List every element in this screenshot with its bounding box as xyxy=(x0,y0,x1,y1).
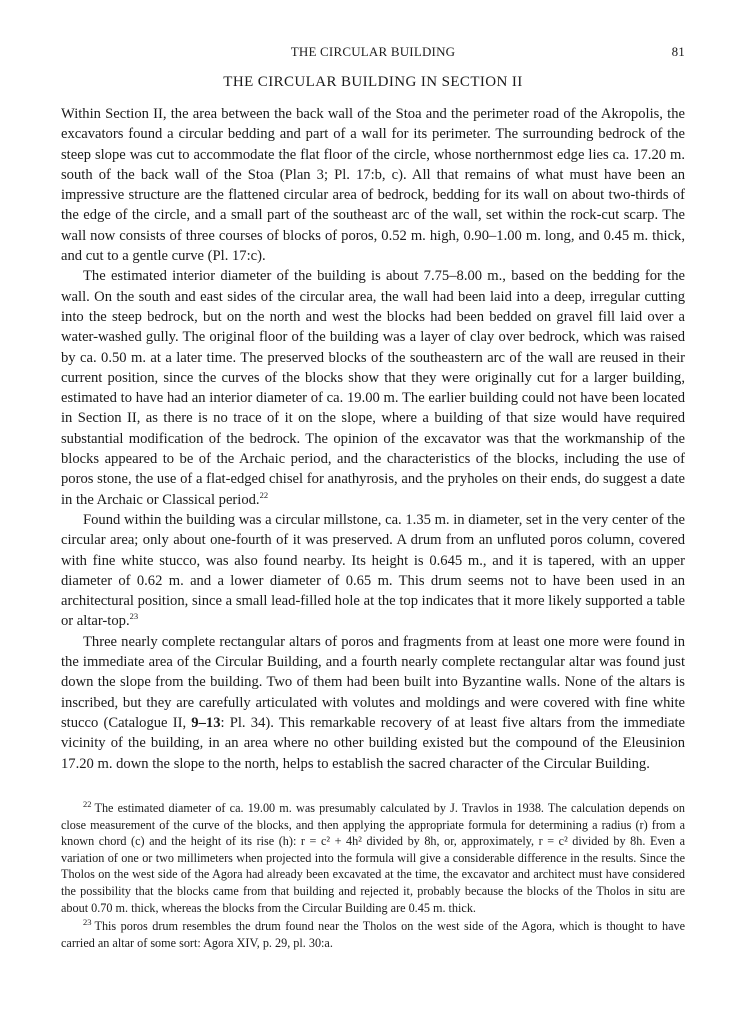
section-title: THE CIRCULAR BUILDING IN SECTION II xyxy=(223,74,523,90)
catalogue-reference: 9–13 xyxy=(191,714,221,731)
footnote-text: The estimated diameter of ca. 19.00 m. was presumably calculated by J. Travlos in 1938. The calculation depends on close measurement of the curve of the blocks, and then applying the appropriate formula for determining a radius (r) from a known chord (c) and the height of its rise (h): r = c² + 4h² divided by 8h, or, approximately, r = c² divided by 8h. Even a variation of one or two millimeters when projected into the formula will give a considerable difference in the results. Since the Tholos on the west side of the Agora had already been excavated at the time, the excavator and architect must have considered the possibility that the blocks came from that building and rejected it, probably because the blocks of the Tholos in situ are about 0.70 m. thick, whereas the blocks from the Circular Building are 0.45 m. thick. xyxy=(61,801,685,915)
body-text xyxy=(61,104,685,774)
paragraph-1: Within Section II, the area between the back wall of the Stoa and the perimeter road of the Akropolis, the excavators found a circular bedding and part of a wall for its perimeter. The surrounding bedrock of the steep slope was cut to accommodate the flat floor of the circle, whose northernmost edge lies ca. 17.20 m. south of the back wall of the Stoa (Plan 3; Pl. 17:b, c). All that remains of what must have been an impressive structure are the flattened circular area of bedrock, bedding for its wall on about two-thirds of the edge of the circle, and a small part of the southeast arc of the wall, set within the rock-cut scarp. The wall now consists of three courses of blocks of poros, 0.52 m. high, 0.90–1.00 m. long, and 0.45 m. thick, and cut to a gentle curve (Pl. 17:c). xyxy=(61,106,685,265)
paragraph-3 xyxy=(61,510,685,632)
paragraph-4-text-b: : Pl. 34). This remarkable recovery of at least five altars from the immediate vicinity of the building, in an area where no other building existed but the compound of the Eleusinion 17.20 m. down the slope to the north, helps to establish the sacred character of the Circular Building. xyxy=(61,714,685,772)
running-title: THE CIRCULAR BUILDING xyxy=(290,44,456,59)
footnote-23 xyxy=(61,918,685,951)
paragraph-4-text-a: Three nearly complete rectangular altars of poros and fragments from at least one more were found in the immediate area of the Circular Building, and a fourth nearly complete rectangular altar was found just down the slope from the building. Two of them had been built into Byzantine walls. None of the altars is inscribed, but they are carefully articulated with volutes and moldings and were covered with fine white stucco (Catalogue II, xyxy=(61,633,685,731)
paragraph-4 xyxy=(61,632,685,774)
footnote-22 xyxy=(61,800,685,916)
paragraph-3-text: Found within the building was a circular millstone, ca. 1.35 m. in diameter, set in the very center of the circular area; only about one-fourth of it was preserved. A drum from an unfluted poros column, covered with fine white stucco, was also found nearby. Its height is 0.645 m., and it is tapered, with an upper diameter of 0.62 m. and a lower diameter of 0.65 m. This drum seems not to have been used in an architectural position, since a small lead-filled hole at the top indicates that it more likely supported a table or altar-top. xyxy=(61,511,685,630)
running-head xyxy=(61,44,685,62)
footnote-number: 22 xyxy=(83,798,92,809)
page-number: 81 xyxy=(671,44,685,59)
paragraph-2-text: The estimated interior diameter of the building is about 7.75–8.00 m., based on the bedding for the wall. On the south and east sides of the circular area, the wall had been laid into a deep, irregular cutting into the steep bedrock, but on the north and west the blocks had been bedded on gravel fill laid over a water-washed gully. The original floor of the building was a layer of clay over bedrock, which was raised by ca. 0.50 m. at a later time. The preserved blocks of the southeastern arc of the wall are reused in their current position, since the curves of the blocks show that they were originally cut for a larger building, estimated to have had an interior diameter of ca. 19.00 m. The earlier building could not have been located in Section II, as there is no trace of it on the slope, where a building of that size would have required substantial modification of the bedrock. The opinion of the excavator was that the workmanship of the blocks appeared to be of the Archaic period, and the characteristics of the blocks, including the use of poros stone, the use of a flat-edged chisel for anathyrosis, and the pryholes on their ends, do suggest a date in the Archaic or Classical period. xyxy=(61,268,685,508)
footnote-text: This poros drum resembles the drum found near the Tholos on the west side of the Agora, which is thought to have carried an altar of some sort: Agora XIV, p. 29, pl. 30:a. xyxy=(61,919,685,950)
footnote-ref-23[interactable]: 23 xyxy=(129,611,139,622)
footnote-ref-22[interactable]: 22 xyxy=(259,489,269,500)
footnotes xyxy=(61,800,685,953)
footnote-number: 23 xyxy=(83,917,92,928)
paragraph-2 xyxy=(61,266,685,510)
